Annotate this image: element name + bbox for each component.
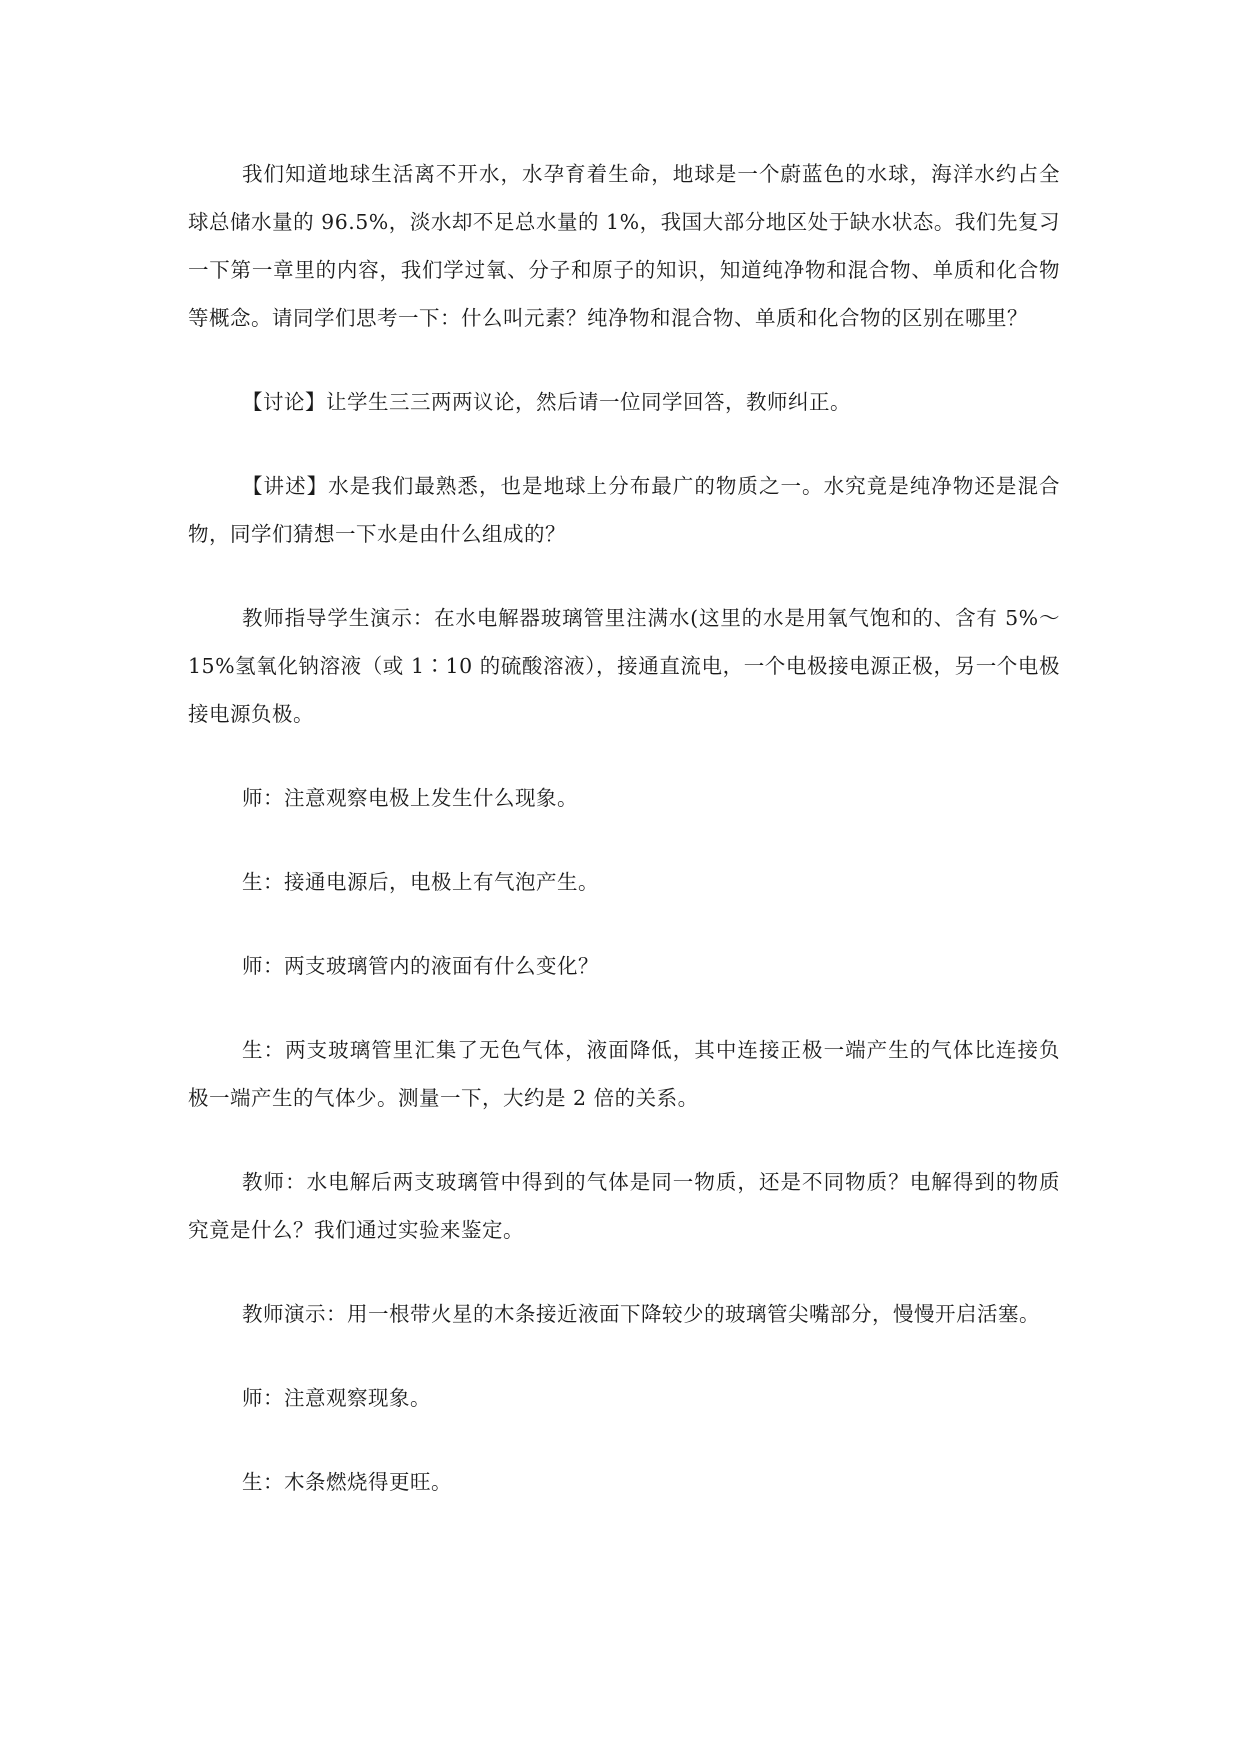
paragraph-gap — [188, 990, 1060, 1026]
student-line: 生：木条燃烧得更旺。 — [242, 1470, 452, 1494]
paragraph-gap — [188, 1254, 1060, 1290]
paragraph-gap — [188, 1422, 1060, 1458]
teacher-line: 师：注意观察现象。 — [242, 1386, 431, 1410]
paragraph-gap — [188, 1122, 1060, 1158]
teacher-question-paragraph: 教师：水电解后两支玻璃管中得到的气体是同一物质，还是不同物质？电解得到的物质究竟是什么？我们通过实验来鉴定。 — [188, 1170, 1060, 1242]
demo-instruction-paragraph: 教师指导学生演示：在水电解器玻璃管里注满水(这里的水是用氧气饱和的、含有 5%～15%氢氧化钠溶液（或 1∶10 的硫酸溶液），接通直流电，一个电极接电源正极，另一个电极接电源负极。 — [188, 606, 1060, 726]
paragraph-gap — [188, 1338, 1060, 1374]
teacher-line: 师：两支玻璃管内的液面有什么变化？ — [242, 954, 599, 978]
paragraph-gap — [188, 426, 1060, 462]
paragraph-gap — [188, 342, 1060, 378]
paragraph-gap — [188, 558, 1060, 594]
paragraph-gap — [188, 738, 1060, 774]
teacher-demo-paragraph: 教师演示：用一根带火星的木条接近液面下降较少的玻璃管尖嘴部分，慢慢开启活塞。 — [242, 1302, 1040, 1326]
document-body — [188, 150, 1060, 1506]
student-line: 生：接通电源后，电极上有气泡产生。 — [242, 870, 599, 894]
student-line: 生：两支玻璃管里汇集了无色气体，液面降低，其中连接正极一端产生的气体比连接负极一端产生的气体少。测量一下，大约是 2 倍的关系。 — [188, 1038, 1060, 1110]
paragraph-gap — [188, 906, 1060, 942]
intro-paragraph: 我们知道地球生活离不开水，水孕育着生命，地球是一个蔚蓝色的水球，海洋水约占全球总储水量的 96.5%，淡水却不足总水量的 1%，我国大部分地区处于缺水状态。我们先复习一下第一章里的内容，我们学过氧、分子和原子的知识，知道纯净物和混合物、单质和化合物等概念。请同学们思考一下：什么叫元素？纯净物和混合物、单质和化合物的区别在哪里？ — [188, 162, 1060, 330]
discussion-paragraph: 【讨论】让学生三三两两议论，然后请一位同学回答，教师纠正。 — [242, 390, 851, 414]
teacher-line: 师：注意观察电极上发生什么现象。 — [242, 786, 578, 810]
narration-paragraph: 【讲述】水是我们最熟悉，也是地球上分布最广的物质之一。水究竟是纯净物还是混合物，同学们猜想一下水是由什么组成的？ — [188, 474, 1060, 546]
paragraph-gap — [188, 822, 1060, 858]
